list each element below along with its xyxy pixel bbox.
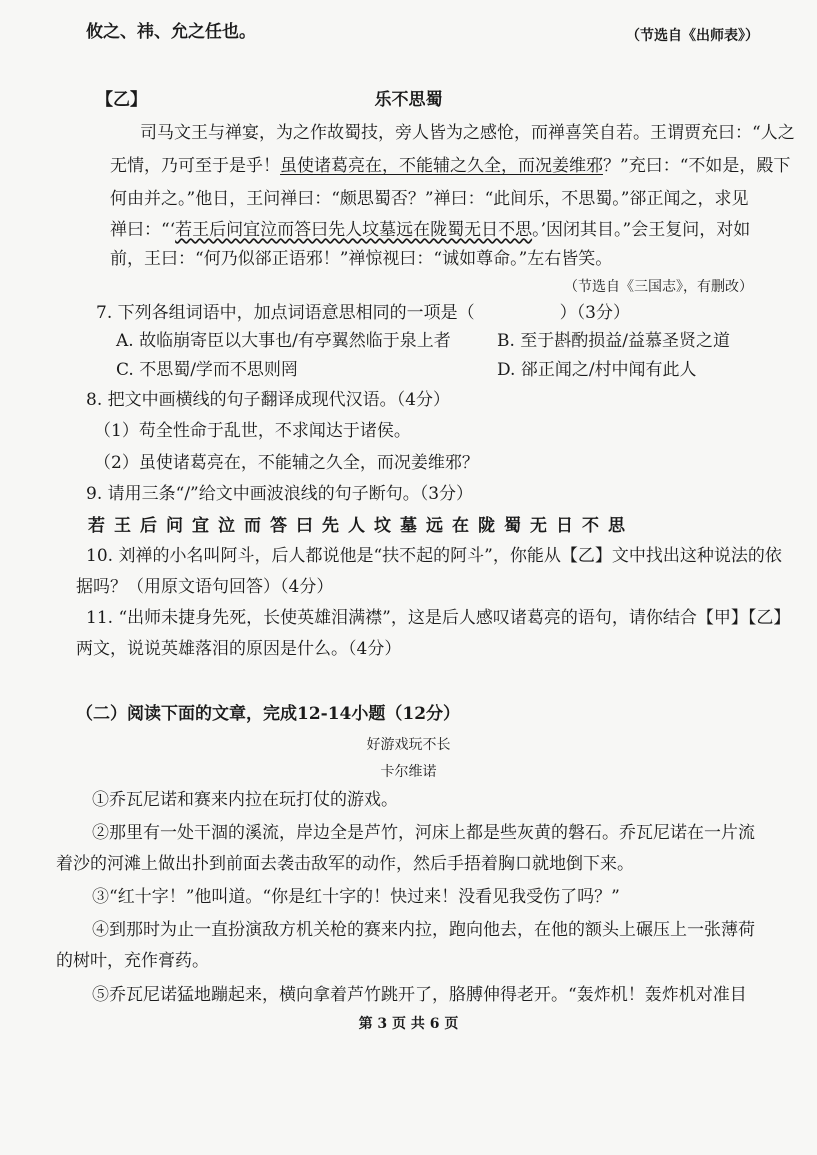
q7-option-d: D. 郤正闻之/村中闻有此人 bbox=[497, 360, 697, 380]
yi-label: 【乙】 bbox=[96, 90, 147, 110]
q7-stem: 7. 下列各组词语中，加点词语意思相同的一项是（ ）（3分） bbox=[96, 303, 630, 323]
yi-line-3: 何由并之。”他日，王问禅曰：“颇思蜀否？”禅曰：“此间乐，不思蜀。”郤正闻之，求见 bbox=[110, 189, 749, 209]
continued-line: 攸之、祎、允之任也。 bbox=[86, 22, 256, 42]
part2-heading: （二）阅读下面的文章，完成12-14小题（12分） bbox=[76, 704, 461, 724]
q8-sentence-2: （2）虽使诸葛亮在，不能辅之久全，而况姜维邪？ bbox=[94, 453, 479, 473]
q7-option-b: B. 至于斟酌损益/益慕圣贤之道 bbox=[497, 331, 731, 351]
yi-line-5: 前，王曰：“何乃似郤正语邪！”禅惊视曰：“诚如尊命。”左右皆笑。 bbox=[110, 249, 613, 269]
para-2-line-1: ②那里有一处干涸的溪流，岸边全是芦竹，河床上都是些灰黄的磐石。乔瓦尼诺在一片流 bbox=[92, 823, 755, 843]
para-5: ⑤乔瓦尼诺猛地蹦起来，横向拿着芦竹跳开了，胳膊伸得老开。“轰炸机！轰炸机对准目 bbox=[92, 985, 747, 1005]
story-author: 卡尔维诺 bbox=[380, 764, 437, 780]
para-4-line-2: 的树叶，充作膏药。 bbox=[56, 951, 209, 971]
para-1: ①乔瓦尼诺和赛来内拉在玩打仗的游戏。 bbox=[92, 790, 398, 810]
q10-line-2: 据吗？（用原文语句回答）（4分） bbox=[76, 577, 334, 597]
q8-stem: 8. 把文中画横线的句子翻译成现代汉语。（4分） bbox=[86, 390, 450, 410]
yi-source: （节选自《三国志》，有删改） bbox=[564, 279, 753, 295]
yi-line-1: 司马文王与禅宴，为之作故蜀技，旁人皆为之感怆，而禅喜笑自若。王谓贾充曰：“人之 bbox=[140, 123, 795, 143]
para-3: ③“红十字！”他叫道。“你是红十字的！快过来！没看见我受伤了吗？” bbox=[92, 887, 620, 907]
q7-option-a: A. 故临崩寄臣以大事也/有亭翼然临于泉上者 bbox=[116, 331, 451, 351]
yi-title: 乐不思蜀 bbox=[374, 90, 443, 110]
q9-stem: 9. 请用三条“/”给文中画波浪线的句子断句。（3分） bbox=[86, 484, 474, 504]
para-2-line-2: 着沙的河滩上做出扑到前面去袭击敌军的动作，然后手捂着胸口就地倒下来。 bbox=[56, 854, 634, 874]
q8-sentence-1: （1）苟全性命于乱世，不求闻达于诸侯。 bbox=[94, 421, 411, 441]
yi-line-4: 禅曰：“‘若王后问宜泣而答曰先人坟墓远在陇蜀无日不思。’因闭其目。”会王复问，对如 bbox=[110, 220, 751, 240]
q7-option-c: C. 不思蜀/学而不思则罔 bbox=[116, 360, 298, 380]
underlined-sentence: 虽使诸葛亮在，不能辅之久全，而况姜维邪 bbox=[280, 156, 603, 176]
page-footer: 第 3 页 共 6 页 bbox=[358, 1016, 459, 1032]
story-title: 好游戏玩不长 bbox=[366, 737, 451, 753]
jia-source: （节选自《出师表》） bbox=[626, 28, 759, 44]
q11-line-2: 两文，说说英雄落泪的原因是什么。（4分） bbox=[76, 639, 402, 659]
para-4-line-1: ④到那时为止一直扮演敌方机关枪的赛来内拉，跑向他去，在他的额头上碾压上一张薄荷 bbox=[92, 920, 755, 940]
wavy-sentence: 若王后问宜泣而答曰先人坟墓远在陇蜀无日不思 bbox=[175, 220, 533, 240]
yi-line-2: 无情，乃可至于是乎！虽使诸葛亮在，不能辅之久全，而况姜维邪？”充曰：“不如是，殿下 bbox=[110, 156, 791, 176]
q11-line-1: 11. “出师未捷身先死，长使英雄泪满襟”，这是后人感叹诸葛亮的语句，请你结合【甲】【乙】 bbox=[86, 608, 791, 628]
q9-sentence: 若王后问宜泣而答曰先人坟墓远在陇蜀无日不思 bbox=[88, 516, 634, 536]
q10-line-1: 10. 刘禅的小名叫阿斗，后人都说他是“扶不起的阿斗”，你能从【乙】文中找出这种说法的依 bbox=[86, 546, 782, 566]
